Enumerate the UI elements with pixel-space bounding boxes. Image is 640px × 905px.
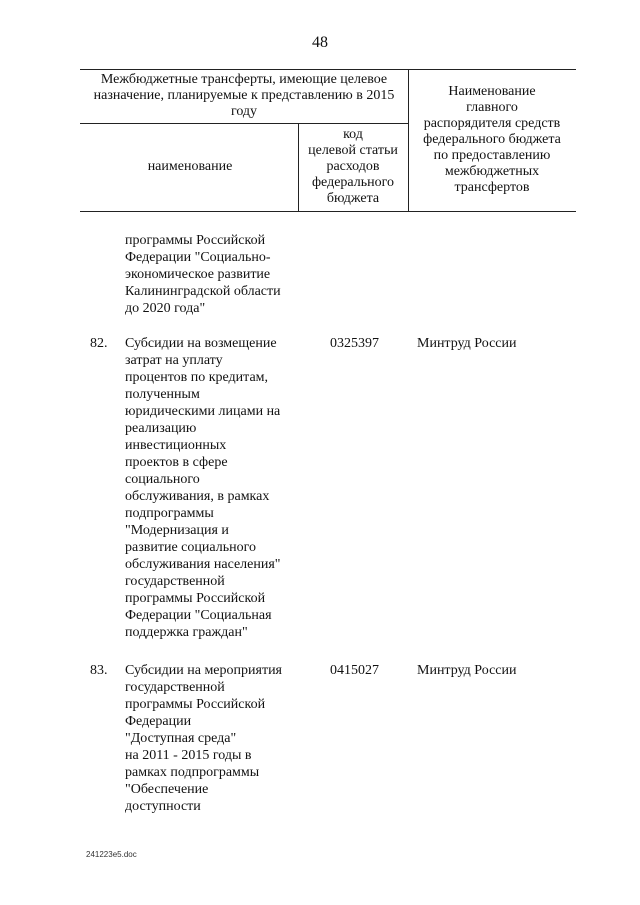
header-top-rule bbox=[80, 69, 576, 70]
row-admin: Минтруд России bbox=[417, 336, 517, 351]
row-name: Субсидии на возмещение затрат на уплату процентов по кредитам, полученным юридическими лицами на реализацию инвестиционных проектов в сфере социального обслуживания, в рамках подпрограммы "Модернизация и развитие социального обслуживания населения" государственной программы Российской Федерации "Социальная поддержка граждан" bbox=[125, 336, 281, 640]
header-col-code: код целевой статьи расходов федерального бюджета bbox=[308, 127, 398, 206]
page-number: 48 bbox=[312, 34, 328, 51]
row-number: 83. bbox=[90, 663, 108, 678]
row-name: Субсидии на мероприятия государственной программы Российской Федерации "Доступная среда" на 2011 - 2015 годы в рамках подпрограммы "Обеспечение доступности bbox=[125, 663, 282, 814]
row-admin: Минтруд России bbox=[417, 663, 517, 678]
header-col-name: наименование bbox=[147, 159, 233, 174]
header-divider-admin bbox=[408, 69, 409, 211]
row-code: 0325397 bbox=[330, 336, 379, 351]
header-divider-code bbox=[298, 123, 299, 211]
header-col-admin: Наименование главного распорядителя средств федерального бюджета по предоставлению межбюджетных трансфертов bbox=[423, 84, 561, 195]
header-bottom-rule bbox=[80, 211, 576, 212]
header-mid-rule bbox=[80, 123, 408, 124]
row-number: 82. bbox=[90, 336, 108, 351]
header-group-title: Межбюджетные трансферты, имеющие целевое назначение, планируемые к представлению в 2015 году bbox=[93, 72, 395, 119]
row-code: 0415027 bbox=[330, 663, 379, 678]
continuation-text: программы Российской Федерации "Социально- экономическое развитие Калининградской области до 2020 года" bbox=[125, 233, 281, 316]
document-footer: 241223e5.doc bbox=[86, 850, 137, 859]
